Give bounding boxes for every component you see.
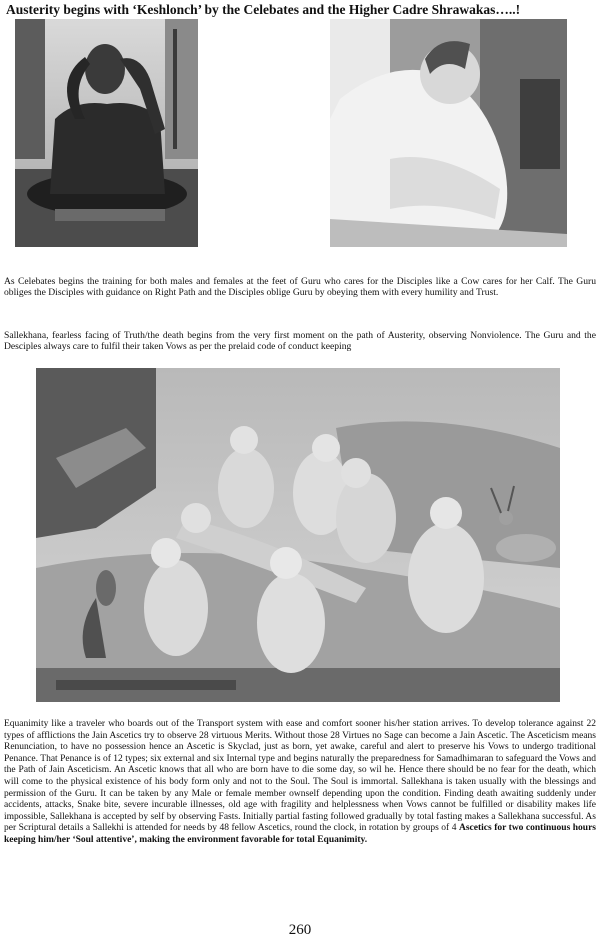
page-number: 260 [288, 922, 312, 938]
keshlonch-photo-2 [330, 19, 567, 247]
seated-ascetic-photo-icon [15, 19, 198, 247]
sallekhana-painting [36, 368, 560, 702]
paragraph-equanimity-bold: Ascetics for two continuous hours keeping him/her ‘Soul attentive’, making the environment favorable for total Equanimity. [4, 823, 597, 845]
page-title: Austerity begins with ‘Keshlonch’ by the Celebates and the Higher Cadre Shrawakas…..! [6, 2, 521, 17]
keshlonch-photo-1 [15, 19, 198, 247]
paragraph-guru-training: As Celebates begins the training for both males and females at the feet of Guru who cares for the Disciples like a Cow cares for her Calf. The Guru obliges the Disciples with guidance on Right Path and the Disciples oblige Guru by obeying them with every humility and Trust. [4, 276, 596, 299]
paragraph-equanimity-text: Equanimity like a traveler who boards out of the Transport system with ease and comfort sooner his/her station arrives. To develop tolerance against 22 types of afflictions the Jain Ascetics try to observe 28 virtuous Merits. Without those 28 Virtues no Sage can become a Jain Ascetic. The Asceticism means Renunciation, to have no possession hence an Ascetic is Skyclad, just as born, yet awake, careful and alert to preserve his Vows to undergo traditional Penance. That Penance is of 12 types; six external and six Internal type and begins naturally the preparedness for Samadhimaran to safeguard the Vows and the Path of Jain Asceticism. An Ascetic knows that all who are born have to die some day, so wil he. Hence there should be no fear for the death, which will come to the physical existence of his body form only and not to the Soul. The Soul is immortal. Sallekhana is taken usually with the blessings and permission of the Guru. It can be taken by any Male or female member ownself depending upon the condition. Finding death awaiting suddenly under accidents, attacks, Snake bite, severe incurable illnesses, old age with fragility and helplessness when Vows cannot be fulfilled or disability makes life impossible, Sallekhana is accepted by self by observing Fasts. Initially partial fasting followed gradually by total fasting makes a Sallekhana successful. As per Scriptural details a Sallekhi is attended for needs by 48 fellow Ascetics, round the clock, in rotation by groups of 4 [4, 719, 596, 834]
robed-ascetic-photo-icon [330, 19, 567, 247]
paragraph-sallekhana-intro: Sallekhana, fearless facing of Truth/the death begins from the very first moment on the path of Austerity, observing Nonviolence. The Guru and the Desciples always care to fulfil their taken Vows as per the prelaid code of conduct keeping [4, 330, 596, 353]
paragraph-equanimity [4, 719, 596, 847]
painting-of-ascetics-icon [36, 368, 560, 702]
